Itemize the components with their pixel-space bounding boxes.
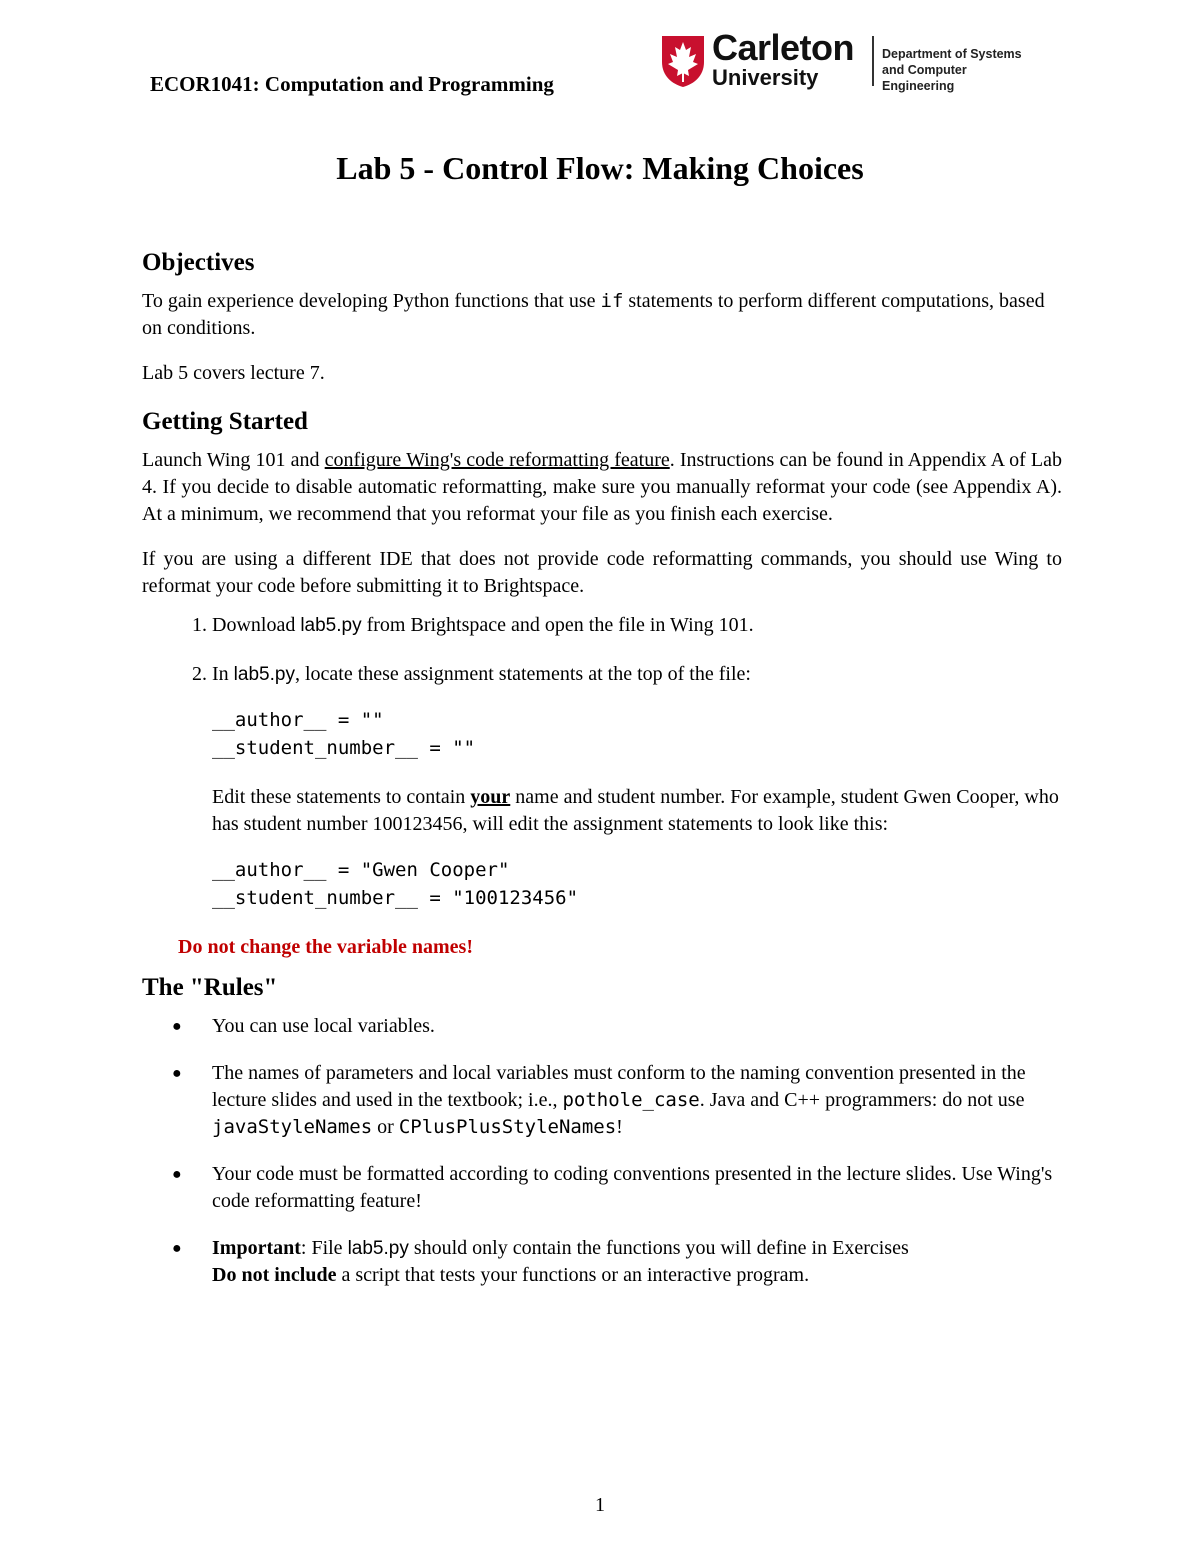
- text-run: : File: [300, 1237, 348, 1259]
- ide-paragraph: If you are using a different IDE that does not provide code reformatting commands, you should use Wing to reformat your code before submitting it to Brightspace.: [142, 548, 1062, 597]
- text-run: Edit these statements to contain: [212, 786, 471, 808]
- steps-list: [142, 612, 1062, 912]
- wordmark-line2: University: [712, 65, 819, 90]
- department-line2: and Computer Engineering: [882, 63, 967, 93]
- page-number: 1: [595, 1494, 605, 1516]
- text-run: Launch Wing 101 and: [142, 449, 325, 471]
- inline-code: CPlusPlusStyleNames: [398, 1116, 617, 1138]
- bullet-icon: ●: [172, 1018, 182, 1035]
- text-run: The names of parameters and local variables must conform to the naming convention presented in the lecture slides and used in the textbook; i.e.,: [212, 1062, 1026, 1111]
- wordmark-line1: Carleton: [712, 27, 855, 68]
- step-download: [212, 612, 1062, 639]
- filename: lab5.py: [233, 664, 295, 685]
- bullet-icon: ●: [172, 1240, 182, 1257]
- bullet-icon: ●: [172, 1065, 182, 1082]
- objectives-paragraph: [142, 288, 1062, 342]
- edit-instructions: [212, 784, 1062, 838]
- university-wordmark: [712, 27, 855, 90]
- text-run: , locate these assignment statements at the top of the file:: [294, 663, 751, 685]
- logo-divider: [872, 36, 874, 86]
- rule-item: [172, 1013, 1062, 1040]
- rule-item: [172, 1235, 1062, 1289]
- inline-code: javaStyleNames: [212, 1116, 373, 1138]
- department-name: [882, 46, 1040, 94]
- code-line: __author__ = "Gwen Cooper": [212, 859, 510, 881]
- text-run: or: [372, 1116, 399, 1138]
- inline-code: if: [600, 290, 624, 312]
- department-line1: Department of Systems: [882, 47, 1022, 61]
- emphasis: Important: [212, 1237, 301, 1259]
- emphasis: your: [470, 786, 511, 808]
- text-run: To gain experience developing Python functions that use: [142, 290, 601, 312]
- code-line: __student_number__ = "100123456": [212, 887, 579, 909]
- text-run: Download: [212, 614, 301, 636]
- document-body: [142, 248, 1062, 1309]
- carleton-logo: [660, 27, 1040, 93]
- filename: lab5.py: [347, 1238, 409, 1259]
- reformatting-link[interactable]: configure Wing's code reformatting feature: [324, 449, 670, 471]
- warning-text: Do not change the variable names!: [178, 936, 473, 958]
- code-block-example: [212, 856, 1062, 912]
- rules-list: [142, 1013, 1062, 1289]
- text-run: should only contain the functions you will define in Exercises: [408, 1237, 909, 1259]
- rules-heading: The "Rules": [142, 974, 278, 1001]
- code-block-empty: [212, 706, 1062, 762]
- bullet-icon: ●: [172, 1166, 182, 1183]
- lecture-coverage: Lab 5 covers lecture 7.: [142, 362, 325, 384]
- getting-started-heading: Getting Started: [142, 408, 308, 435]
- text-run: . Instructions can be found in Appendix A of Lab 4. If you decide to disable automatic reformatting, make sure you manually reformat your code (see Appendix A). At a minimum, we recommend that you reformat your file as you finish each exercise.: [142, 449, 1063, 525]
- text-run: You can use local variables.: [212, 1015, 435, 1037]
- text-run: a script that tests your functions or an interactive program.: [336, 1264, 810, 1286]
- text-run: statements to perform different computations, based on conditions.: [142, 290, 1045, 339]
- text-run: . Java and C++ programmers: do not use: [699, 1089, 1025, 1111]
- maple-leaf-shield-icon: [660, 32, 706, 88]
- text-run: !: [616, 1116, 623, 1138]
- page-title: Lab 5 - Control Flow: Making Choices: [336, 150, 864, 186]
- text-run: In: [212, 663, 234, 685]
- rule-item: [172, 1161, 1062, 1215]
- filename: lab5.py: [300, 615, 362, 636]
- getting-started-paragraph: [142, 447, 1062, 528]
- code-line: __student_number__ = "": [212, 737, 476, 759]
- text-run: from Brightspace and open the file in Wing 101.: [361, 614, 754, 636]
- inline-code: pothole_case: [562, 1089, 700, 1111]
- emphasis: Do not include: [212, 1264, 337, 1286]
- text-run: Your code must be formatted according to coding conventions presented in the lecture slides. Use Wing's code reformatting feature!: [212, 1163, 1053, 1212]
- course-header: ECOR1041: Computation and Programming: [150, 72, 554, 96]
- rule-item: [172, 1060, 1062, 1141]
- step-edit: [212, 661, 1062, 912]
- text-run: name and student number. For example, student Gwen Cooper, who has student number 100123456, will edit the assignment statements to look like this:: [212, 786, 1059, 835]
- code-line: __author__ = "": [212, 709, 384, 731]
- objectives-heading: Objectives: [142, 249, 255, 276]
